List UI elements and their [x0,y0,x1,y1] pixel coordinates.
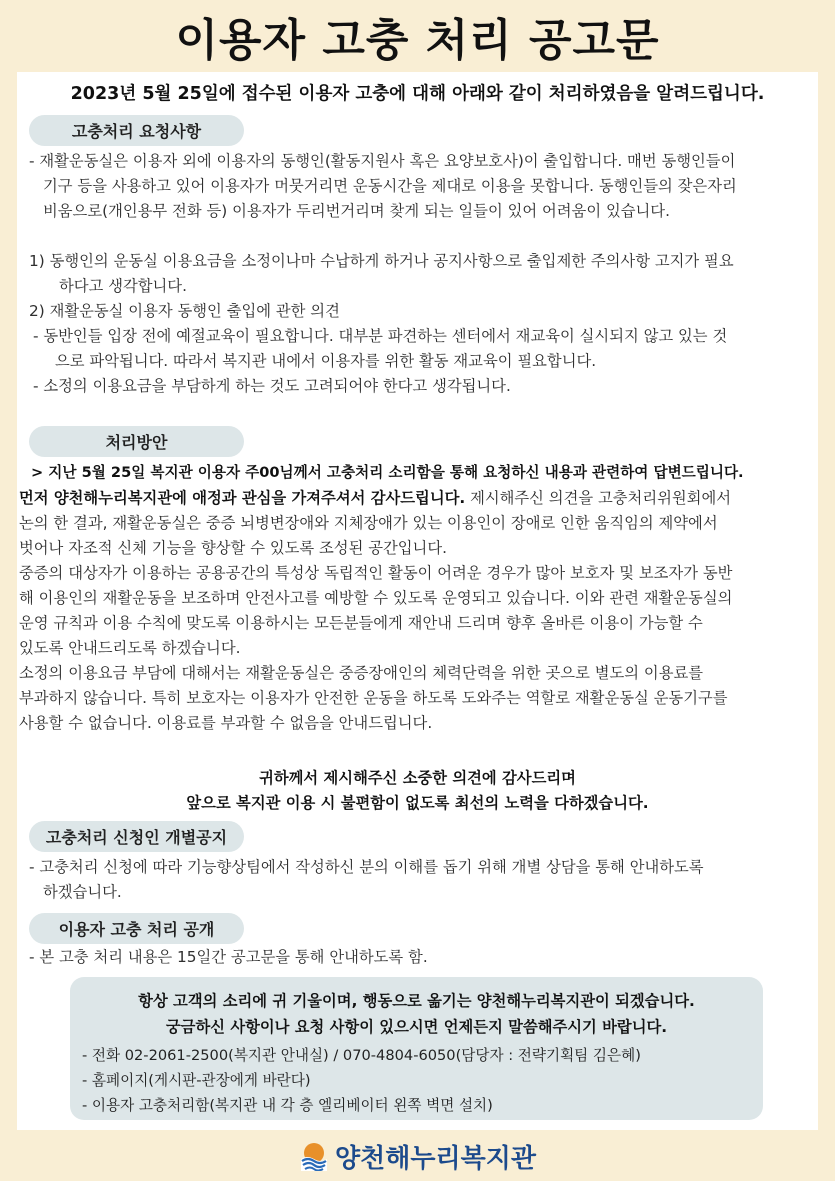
response-line: 소정의 이용요금 부담에 대해서는 재활운동실은 중증장애인의 체력단력을 위한 곳으로 별도의 이용료를 [19,664,704,682]
org-name: 양천해누리복지관 [335,1143,536,1174]
response-body [19,486,732,736]
section-heading-request: 고충처리 요청사항 [29,115,244,146]
response-line: 해 이용인의 재활운동을 보조하며 안전사고를 예방할 수 있도록 운영되고 있습니다. 이와 관련 재활운동실의 [19,589,733,607]
contact-headline: 항상 고객의 소리에 귀 기울이며, 행동으로 옮기는 양천해누리복지관이 되겠습니다. [138,992,695,1010]
notice-line: 하겠습니다. [43,883,122,901]
notice-line: - 고충처리 신청에 따라 기능향상팀에서 작성하신 분의 이해를 돕기 위해 개별 상담을 통해 안내하도록 [29,858,704,876]
response-line: 중증의 대상자가 이용하는 공용공간의 특성상 독립적인 활동이 어려운 경우가 많아 보호자 및 보조자가 동반 [19,564,733,582]
response-bold-lead: 먼저 양천해누리복지관에 애정과 관심을 가져주셔서 감사드립니다. [19,489,466,507]
response-line: 논의 한 결과, 재활운동실은 중증 뇌병변장애와 지체장애가 있는 이용인이 장애로 인한 움직임의 제약에서 [19,514,718,532]
response-closing [17,766,818,816]
contact-homepage: - 홈페이지(게시판-관장에게 바란다) [82,1072,311,1089]
public-line: - 본 고충 처리 내용은 15일간 공고문을 통해 안내하도록 함. [29,948,428,966]
section-heading-response: 처리방안 [29,426,244,457]
response-summary: > 지난 5월 25일 복지관 이용자 주00님께서 고충처리 소리함을 통해 요청하신 내용과 관련하여 답변드립니다. [31,464,744,481]
request-line: - 재활운동실은 이용자 외에 이용자의 동행인(활동지원사 혹은 요양보호사)이 출입합니다. 매번 동행인들이 [29,152,736,170]
contact-headline: 궁금하신 사항이나 요청 사항이 있으시면 언제든지 말씀해주시기 바랍니다. [165,1018,668,1036]
request-line: 비움으로(개인용무 전화 등) 이용자가 두리번거리며 찾게 되는 일들이 있어 어려움이 있습니다. [43,202,670,220]
response-line: 제시해주신 의견을 고충처리위원회에서 [465,489,731,507]
request-line: 으로 파악됩니다. 따라서 복지관 내에서 이용자를 위한 활동 재교육이 필요합니다. [55,352,597,370]
response-line: 벗어나 자조적 신체 기능을 향상할 수 있도록 조성된 공간입니다. [19,539,447,557]
section-heading-notice: 고충처리 신청인 개별공지 [29,821,244,852]
request-body [29,149,737,399]
intro-text: 2023년 5월 25일에 접수된 이용자 고충에 대해 아래와 같이 처리하였음을 알려드립니다. [70,84,765,104]
contact-box [70,977,763,1120]
response-line: 사용할 수 없습니다. 이용료를 부과할 수 없음을 안내드립니다. [19,714,433,732]
response-line: 부과하지 않습니다. 특히 보호자는 이용자가 안전한 운동을 하도록 도와주는 역할로 재활운동실 운동기구를 [19,689,728,707]
public-body [29,945,428,970]
response-line: 운영 규칙과 이용 수칙에 맞도록 이용하시는 모든분들에게 재안내 드리며 향후 올바른 이용이 가능할 수 [19,614,703,632]
request-line: 기구 등을 사용하고 있어 이용자가 머뭇거리면 운동시간을 제대로 이용을 못합니다. 동행인들의 잦은자리 [43,177,737,195]
contact-phone: - 전화 02-2061-2500(복지관 안내실) / 070-4804-6050(담당자 : 전략기획팀 김은혜) [82,1047,641,1064]
sun-over-waves-icon [299,1141,329,1171]
notice-paper [17,72,818,1130]
request-line: 1) 동행인의 운동실 이용요금을 소정이나마 수납하게 하거나 공지사항으로 출입제한 주의사항 고지가 필요 [29,252,734,270]
request-line: 하다고 생각합니다. [59,277,187,295]
contact-suggestion-box: - 이용자 고충처리함(복지관 내 각 층 엘리베이터 왼쪽 벽면 설치) [82,1097,493,1114]
page-title: 이용자 고충 처리 공고문 [175,15,660,66]
response-line: 있도록 안내드리도록 하겠습니다. [19,639,241,657]
org-logo [0,1138,835,1174]
closing-line: 앞으로 복지관 이용 시 불편함이 없도록 최선의 노력을 다하겠습니다. [186,794,649,812]
request-line: 2) 재활운동실 이용자 동행인 출입에 관한 의견 [29,302,340,320]
request-line: - 소정의 이용요금을 부담하게 하는 것도 고려되어야 한다고 생각됩니다. [33,377,511,395]
notice-body [29,855,704,905]
request-line: - 동반인들 입장 전에 예절교육이 필요합니다. 대부분 파견하는 센터에서 재교육이 실시되지 않고 있는 것 [33,327,728,345]
section-heading-public: 이용자 고충 처리 공개 [29,913,244,944]
closing-line: 귀하께서 제시해주신 소중한 의견에 감사드리며 [259,769,576,787]
